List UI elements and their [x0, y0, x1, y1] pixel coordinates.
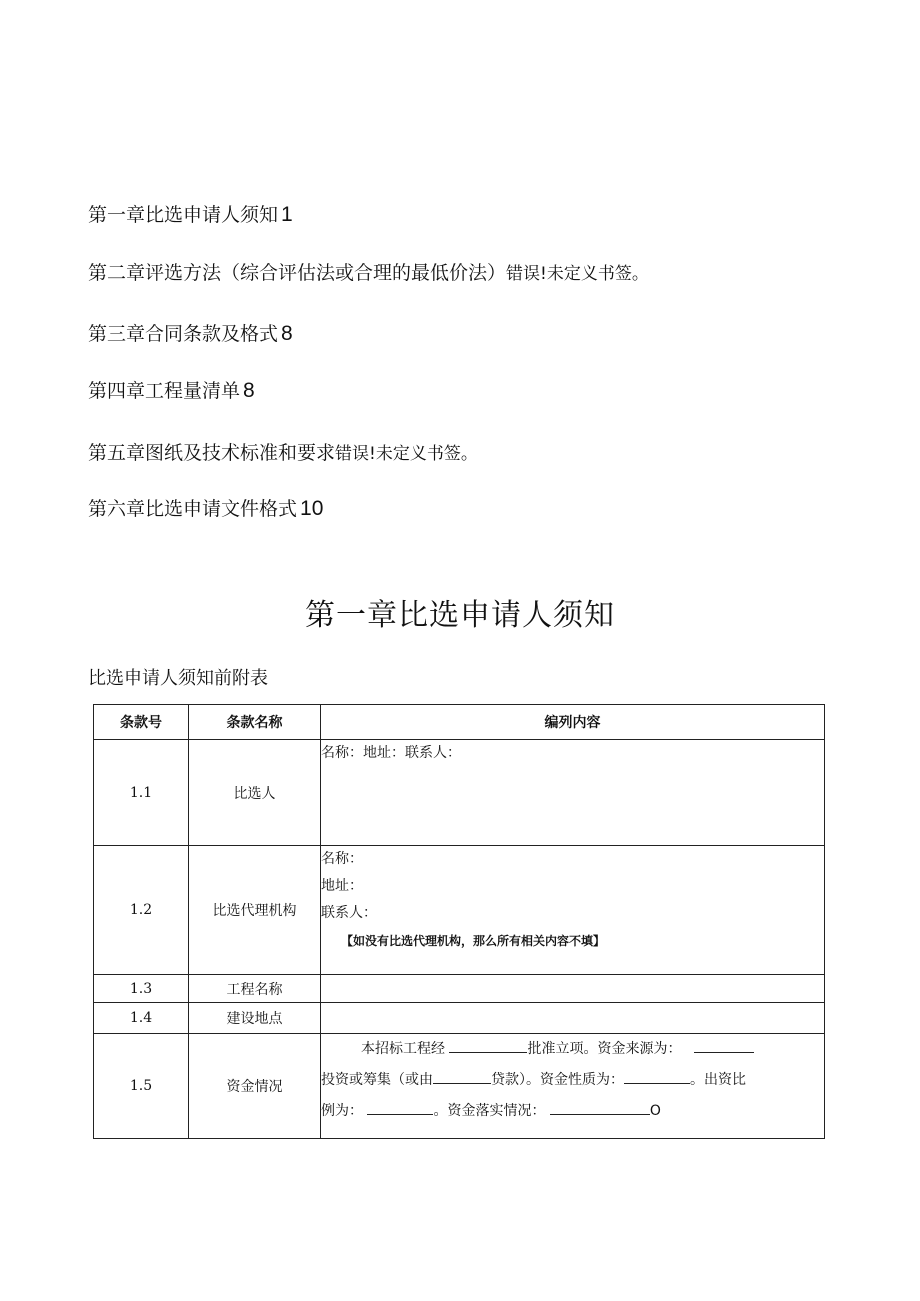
clause-name: 资金情况 — [189, 1034, 321, 1139]
funding-text: 。出资比 — [690, 1072, 746, 1088]
clause-name: 建设地点 — [189, 1003, 321, 1034]
toc-item-1[interactable] — [88, 200, 293, 227]
clause-number: 1.2 — [94, 846, 189, 975]
clause-name: 工程名称 — [189, 975, 321, 1003]
chapter-title: 第一章比选申请人须知 — [305, 598, 615, 633]
toc-error-text: 错误!未定义书签。 — [506, 264, 649, 284]
toc-item-title: 第二章评选方法（综合评估法或合理的最低价法） — [88, 262, 507, 284]
toc-item-6[interactable] — [88, 494, 323, 521]
funding-line-3 — [321, 1096, 824, 1127]
blank-fund-nature[interactable] — [624, 1069, 690, 1084]
table-header-row — [94, 705, 825, 740]
clause-number: 1.1 — [94, 740, 189, 846]
toc-error-text: 错误!未定义书签。 — [335, 444, 478, 464]
agency-note: 【如没有比选代理机构，那么所有相关内容不填】 — [341, 934, 606, 948]
toc-item-title: 第六章比选申请文件格式 — [88, 498, 298, 520]
clause-name: 比选人 — [189, 740, 321, 846]
blank-lender[interactable] — [433, 1069, 491, 1084]
blank-fund-status[interactable] — [550, 1100, 650, 1115]
clause-name: 比选代理机构 — [189, 846, 321, 975]
toc-page-number: 8 — [243, 379, 255, 402]
clause-number: 1.5 — [94, 1034, 189, 1139]
clause-content-empty[interactable] — [321, 1003, 825, 1034]
funding-text: 贷款）。资金性质为： — [491, 1072, 624, 1088]
clause-content[interactable] — [321, 740, 825, 846]
table-row — [94, 846, 825, 975]
table-row — [94, 1034, 825, 1139]
funding-text: 例为： — [321, 1103, 363, 1119]
clause-number: 1.3 — [94, 975, 189, 1003]
toc-page-number: 1 — [281, 203, 293, 226]
funding-text: 。资金落实情况： — [433, 1103, 546, 1119]
toc-page-number: 10 — [300, 497, 324, 520]
blank-contribution-ratio[interactable] — [367, 1100, 433, 1115]
table-row — [94, 975, 825, 1003]
funding-content[interactable] — [321, 1034, 825, 1139]
funding-line-2 — [321, 1065, 824, 1096]
clause-number: 1.4 — [94, 1003, 189, 1034]
content-line: 联系人： — [321, 905, 377, 921]
header-content: 编列内容 — [321, 705, 825, 740]
front-attached-table — [93, 704, 825, 1139]
clause-content-empty[interactable] — [321, 975, 825, 1003]
content-line: 地址： — [321, 878, 363, 894]
funding-end-mark: O — [649, 1103, 661, 1119]
toc-item-5[interactable] — [88, 438, 478, 465]
toc-item-title: 第五章图纸及技术标准和要求 — [88, 442, 336, 464]
toc-item-3[interactable] — [88, 319, 293, 346]
funding-text: 批准立项。资金来源为： — [527, 1041, 682, 1057]
content-line: 名称：地址：联系人： — [321, 745, 461, 761]
funding-line-1 — [321, 1034, 824, 1065]
toc-item-4[interactable] — [88, 376, 255, 403]
toc-page-number: 8 — [281, 322, 293, 345]
blank-fund-source[interactable] — [694, 1038, 754, 1053]
toc-item-title: 第四章工程量清单 — [88, 380, 241, 402]
toc-item-title: 第三章合同条款及格式 — [88, 323, 279, 345]
clause-content[interactable] — [321, 846, 825, 975]
funding-text: 本招标工程经 — [361, 1041, 445, 1057]
toc-item-title: 第一章比选申请人须知 — [88, 204, 279, 226]
table-row — [94, 1003, 825, 1034]
content-line: 名称： — [321, 851, 363, 867]
blank-approval-authority[interactable] — [449, 1038, 527, 1053]
table-subtitle: 比选申请人须知前附表 — [88, 668, 268, 689]
funding-text: 投资或筹集（或由 — [321, 1072, 433, 1088]
header-clause-name: 条款名称 — [189, 705, 321, 740]
table-row — [94, 740, 825, 846]
header-clause-number: 条款号 — [94, 705, 189, 740]
toc-item-2[interactable] — [88, 258, 649, 285]
